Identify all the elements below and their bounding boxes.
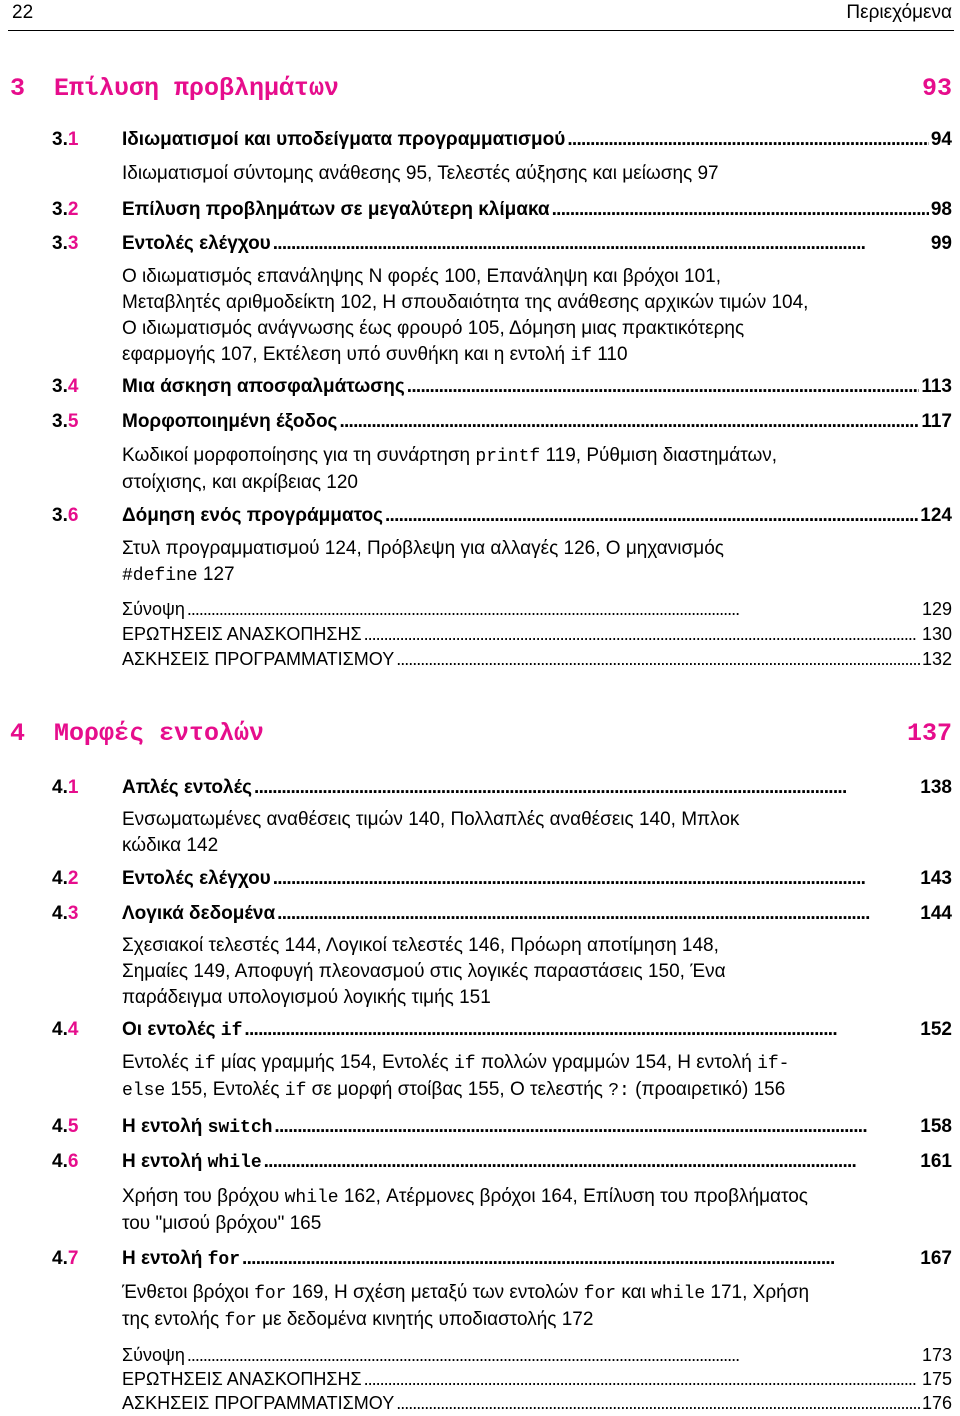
dot-leader [277, 901, 918, 927]
toc-extra-review[interactable]: ΕΡΩΤΗΣΕΙΣ ΑΝΑΣΚΟΠΗΣΗΣ . . . 130 [122, 621, 952, 647]
dot-leader [187, 1342, 920, 1368]
section-topics: Ο ιδιωματισμός επανάληψης Ν φορές 100, Επανάληψη και βρόχοι 101, Μεταβλητές αριθμοδείκτη 102, Η σπουδαιότητα της ανάθεσης αρχικών τιμών 104, Ο ιδιωματισμός ανάγνωσης έως φρουρό 105, Δόμηση μιας πρακτικότερης εφαρμογής 107, Εκτέλεση υπό συνθήκη και η εντολή if 110 [122, 266, 809, 366]
chapter-page: 93 [921, 74, 952, 103]
dot-leader [364, 1366, 920, 1392]
toc-extra-review[interactable]: ΕΡΩΤΗΣΕΙΣ ΑΝΑΣΚΟΠΗΣΗΣ . . . 175 [122, 1366, 952, 1392]
section-page: 143 [920, 868, 952, 889]
dot-leader [264, 1149, 919, 1176]
page-number: 22 [12, 2, 34, 23]
dot-leader [385, 503, 918, 529]
section-page: 94 [930, 129, 952, 150]
dot-leader [339, 409, 919, 435]
section-page: 113 [921, 376, 952, 397]
section-topics: Εντολές if μίας γραμμής 154, Εντολές if πολλών γραμμών 154, Η εντολή if- else 155, Εντολές if σε μορφή στοίβας 155, Ο τελεστής ?: (προαιρετικό) 156 [122, 1052, 790, 1101]
section-title: Εντολές ελέγχου [122, 233, 271, 254]
section-title: Οι εντολές if [122, 1019, 243, 1041]
section-title: Η εντολή while [122, 1151, 262, 1173]
chapter-number: 4 [10, 719, 26, 748]
toc-entry-3-3[interactable] [52, 231, 952, 257]
section-topics: Ιδιωματισμοί σύντομης ανάθεσης 95, Τελεστές αύξησης και μείωσης 97 [122, 163, 719, 184]
section-page: 144 [920, 903, 952, 924]
section-number: 3.4 [52, 376, 79, 397]
section-number: 4.6 [52, 1151, 79, 1172]
toc-entry-4-3[interactable] [52, 901, 952, 927]
chapter-title: Μορφές εντολών [54, 719, 265, 748]
section-number: 4.3 [52, 903, 79, 924]
toc-entry-3-1[interactable] [52, 127, 952, 153]
dot-leader [364, 621, 920, 647]
dot-leader [567, 127, 929, 153]
section-topics: Στυλ προγραμματισμού 124, Πρόβλεψη για αλλαγές 126, Ο μηχανισμός #define 127 [122, 538, 724, 586]
section-number: 4.4 [52, 1019, 79, 1040]
section-topics: Ενσωματωμένες αναθέσεις τιμών 140, Πολλαπλές αναθέσεις 140, Μπλοκ κώδικα 142 [122, 809, 740, 856]
section-page: 124 [920, 505, 952, 526]
dot-leader [254, 775, 918, 801]
section-number: 3.2 [52, 199, 79, 220]
section-topics: Ένθετοι βρόχοι for 169, Η σχέση μεταξύ των εντολών for και while 171, Χρήση της εντολής for με δεδομένα κινητής υποδιαστολής 172 [122, 1282, 810, 1331]
page-header [12, 2, 952, 28]
header-rule [8, 30, 954, 31]
chapter-number: 3 [10, 74, 26, 103]
dot-leader [396, 1390, 920, 1416]
section-number: 3.3 [52, 233, 79, 254]
section-number: 4.1 [52, 777, 79, 798]
toc-extra-exercises[interactable]: ΑΣΚΗΣΕΙΣ ΠΡΟΓΡΑΜΜΑΤΙΣΜΟΥ . . . 132 [122, 646, 952, 672]
toc-entry-4-6[interactable] [52, 1149, 952, 1175]
section-title: Λογικά δεδομένα [122, 903, 276, 924]
section-page: 138 [920, 777, 952, 798]
section-topics: Σχεσιακοί τελεστές 144, Λογικοί τελεστές 146, Πρόωρη αποτίμηση 148, Σημαίες 149, Αποφυγή πλεονασμού στις λογικές παραστάσεις 150, Ένα παράδειγμα υπολογισμού λογικής τιμής 151 [122, 935, 726, 1008]
toc-extra-summary[interactable]: Σύνοψη . . . 173 [122, 1342, 952, 1368]
chapter-title: Επίλυση προβλημάτων [54, 74, 340, 103]
dot-leader [273, 231, 929, 257]
toc-extra-exercises[interactable]: ΑΣΚΗΣΕΙΣ ΠΡΟΓΡΑΜΜΑΤΙΣΜΟΥ . . . 176 [122, 1390, 952, 1416]
section-number: 4.5 [52, 1116, 79, 1137]
toc-entry-3-6[interactable] [52, 503, 952, 529]
toc-entry-3-4[interactable] [52, 374, 952, 400]
section-title: Μορφοποιημένη έξοδος [122, 411, 338, 432]
section-title: Μια άσκηση αποσφαλμάτωσης [122, 376, 405, 397]
section-page: 152 [920, 1019, 952, 1040]
section-title: Η εντολή for [122, 1248, 241, 1270]
section-number: 4.7 [52, 1248, 79, 1269]
section-number: 4.2 [52, 868, 79, 889]
section-title: Ιδιωματισμοί και υποδείγματα προγραμματισμού [122, 129, 566, 150]
section-title: Η εντολή switch [122, 1116, 273, 1138]
section-page: 99 [930, 233, 952, 254]
dot-leader [552, 197, 929, 223]
toc-entry-3-5[interactable] [52, 409, 952, 435]
section-title: Απλές εντολές [122, 777, 253, 798]
dot-leader [273, 866, 919, 892]
section-number: 3.1 [52, 129, 79, 150]
section-page: 161 [920, 1151, 952, 1172]
dot-leader [274, 1114, 918, 1141]
toc-entry-4-7[interactable] [52, 1246, 952, 1272]
chapter-3-heading[interactable] [10, 74, 952, 108]
section-title: Επίλυση προβλημάτων σε μεγαλύτερη κλίμακα [122, 199, 550, 220]
running-title: Περιεχόμενα [846, 2, 952, 23]
dot-leader [407, 374, 920, 400]
dot-leader [242, 1246, 918, 1273]
dot-leader [244, 1017, 918, 1044]
chapter-page: 137 [906, 719, 952, 748]
section-title: Δόμηση ενός προγράμματος [122, 505, 383, 526]
section-page: 117 [921, 411, 952, 432]
toc-entry-3-2[interactable] [52, 197, 952, 223]
section-number: 3.6 [52, 505, 79, 526]
toc-extra-summary[interactable]: Σύνοψη . . . 129 [122, 596, 952, 622]
toc-entry-4-1[interactable] [52, 775, 952, 801]
section-page: 158 [920, 1116, 952, 1137]
toc-entry-4-5[interactable] [52, 1114, 952, 1140]
toc-entry-4-4[interactable] [52, 1017, 952, 1043]
section-page: 167 [920, 1248, 952, 1269]
toc-entry-4-2[interactable] [52, 866, 952, 892]
section-topics: Χρήση του βρόχου while 162, Ατέρμονες βρόχοι 164, Επίλυση του προβλήματος του "μισού βρόχου" 165 [122, 1186, 808, 1234]
section-topics: Κωδικοί μορφοποίησης για τη συνάρτηση printf 119, Ρύθμιση διαστημάτων, στοίχισης, και ακρίβειας 120 [122, 445, 778, 493]
section-page: 98 [930, 199, 952, 220]
chapter-4-heading[interactable] [10, 719, 952, 753]
dot-leader [396, 646, 920, 672]
section-title: Εντολές ελέγχου [122, 868, 271, 889]
dot-leader [187, 596, 920, 622]
section-number: 3.5 [52, 411, 79, 432]
